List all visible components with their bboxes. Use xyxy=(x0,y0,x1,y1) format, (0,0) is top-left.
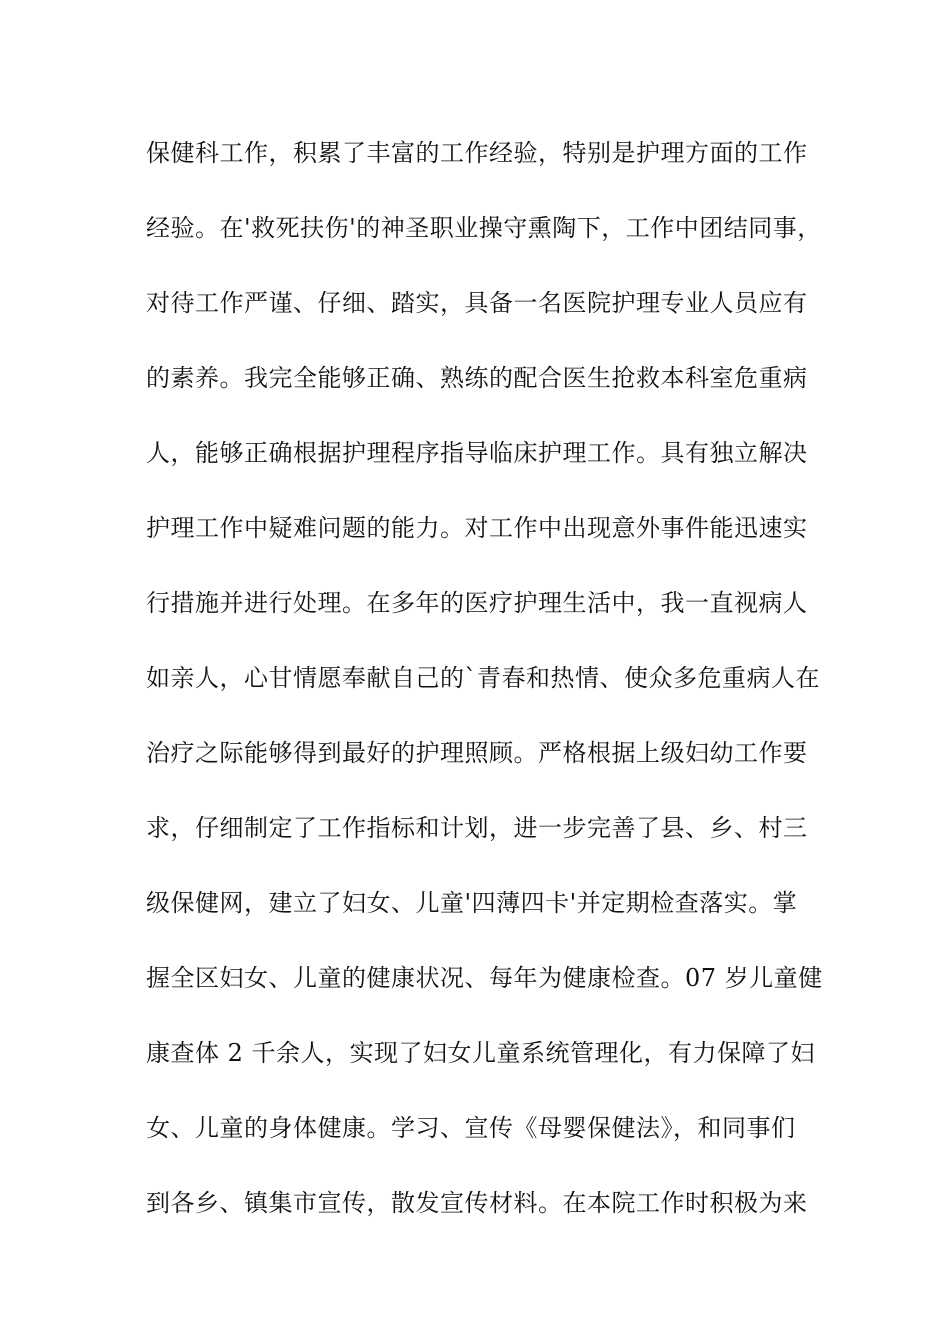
text-line: 的素养。我完全能够正确、熟练的配合医生抢救本科室危重病 xyxy=(146,364,808,392)
text-line: 如亲人，心甘情愿奉献自己的`青春和热情、使众多危重病人在 xyxy=(146,664,820,692)
text-line: 对待工作严谨、仔细、踏实，具备一名医院护理专业人员应有 xyxy=(146,289,808,317)
text-line: 治疗之际能够得到最好的护理照顾。严格根据上级妇幼工作要 xyxy=(146,739,808,767)
body-text xyxy=(146,133,823,1258)
text-line: 握全区妇女、儿童的健康状况、每年为健康检查。07 岁儿童健 xyxy=(146,964,823,992)
text-line: 行措施并进行处理。在多年的医疗护理生活中，我一直视病人 xyxy=(146,589,808,617)
text-line: 级保健网，建立了妇女、儿童'四薄四卡'并定期检查落实。掌 xyxy=(146,889,798,917)
text-line: 人，能够正确根据护理程序指导临床护理工作。具有独立解决 xyxy=(146,439,808,467)
text-line: 经验。在'救死扶伤'的神圣职业操守熏陶下，工作中团结同事， xyxy=(146,214,822,242)
text-line: 求，仔细制定了工作指标和计划，进一步完善了县、乡、村三 xyxy=(146,814,808,842)
text-line: 到各乡、镇集市宣传，散发宣传材料。在本院工作时积极为来 xyxy=(146,1189,808,1217)
text-line: 康查体 2 千余人，实现了妇女儿童系统管理化，有力保障了妇 xyxy=(146,1039,816,1067)
text-line: 保健科工作，积累了丰富的工作经验，特别是护理方面的工作 xyxy=(146,139,808,167)
text-line: 护理工作中疑难问题的能力。对工作中出现意外事件能迅速实 xyxy=(146,514,808,542)
text-line: 女、儿童的身体健康。学习、宣传《母婴保健法》，和同事们 xyxy=(146,1114,796,1142)
